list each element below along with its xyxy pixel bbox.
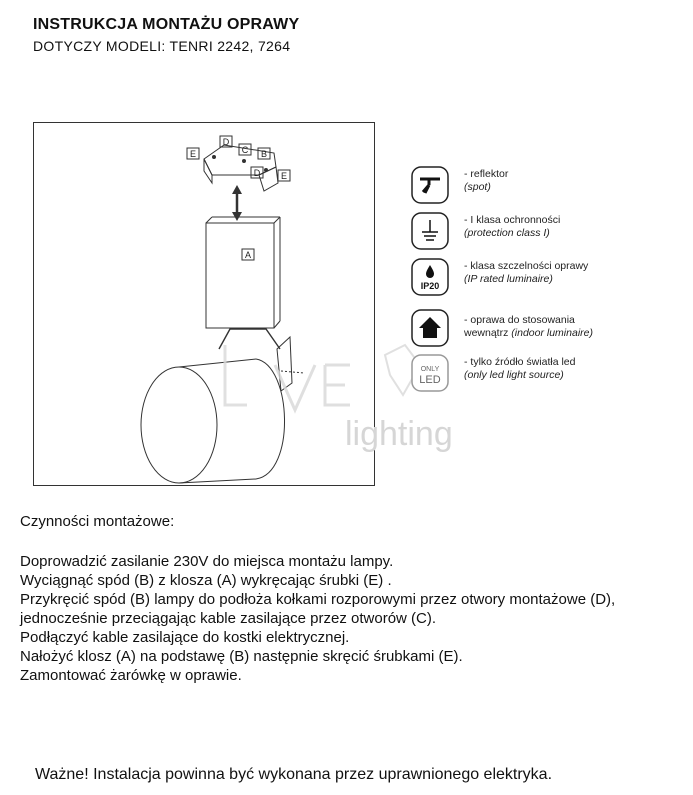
instruction-step: Zamontować żarówkę w oprawie. bbox=[20, 667, 242, 684]
instruction-step: Wyciągnąć spód (B) z klosza (A) wykręcając śrubki (E) . bbox=[20, 572, 392, 589]
instruction-step: jednocześnie przeciągając kable zasilające przez otworów (C). bbox=[20, 610, 437, 627]
assembly-drawing-svg bbox=[34, 123, 376, 487]
legend-pl2-indoor: wewnątrz bbox=[464, 327, 509, 339]
label-c: C bbox=[241, 145, 249, 155]
label-d1: D bbox=[222, 137, 230, 147]
indoor-icon bbox=[411, 309, 449, 347]
label-e1: E bbox=[189, 149, 197, 159]
legend-en-indoor: (indoor luminaire) bbox=[511, 327, 593, 339]
label-d2: D bbox=[253, 168, 261, 178]
legend-item-protection bbox=[411, 212, 681, 256]
legend-pl-led: - tylko źródło światła led bbox=[464, 356, 576, 368]
document-title: INSTRUKCJA MONTAŻU OPRAWY bbox=[33, 16, 300, 33]
instruction-step: Podłączyć kable zasilające do kostki elektrycznej. bbox=[20, 629, 350, 646]
legend-item-indoor bbox=[411, 309, 681, 353]
label-a: A bbox=[244, 250, 252, 260]
label-e2: E bbox=[280, 171, 288, 181]
document-subtitle: DOTYCZY MODELI: TENRI 2242, 7264 bbox=[33, 38, 291, 54]
instruction-step: Doprowadzić zasilanie 230V do miejsca montażu lampy. bbox=[20, 553, 394, 570]
svg-text:LED: LED bbox=[419, 374, 441, 386]
svg-text:IP20: IP20 bbox=[420, 281, 440, 291]
instruction-step: Przykręcić spód (B) lampy do podłoża kołkami rozporowymi przez otwory montażowe (D), bbox=[20, 591, 616, 608]
housing-box bbox=[206, 223, 274, 328]
instructions-heading: Czynności montażowe: bbox=[20, 513, 175, 530]
legend-pl-spot: - reflektor bbox=[464, 168, 509, 180]
legend-pl-indoor: - oprawa do stosowania bbox=[464, 314, 575, 326]
ip20-icon bbox=[411, 258, 449, 296]
legend-en-protection: (protection class I) bbox=[464, 227, 550, 239]
legend-pl-ip: - klasa szczelności oprawy bbox=[464, 260, 589, 272]
watermark-lighting: lighting bbox=[345, 415, 453, 453]
legend-pl-protection: - I klasa ochronności bbox=[464, 214, 561, 226]
warning-text: Ważne! Instalacja powinna być wykonana przez uprawnionego elektryka. bbox=[35, 766, 553, 783]
legend-en-ip: (IP rated luminaire) bbox=[464, 273, 553, 285]
spot-icon bbox=[411, 166, 449, 204]
lamp-front bbox=[141, 367, 217, 483]
only-led-icon bbox=[411, 354, 449, 392]
protection-class-icon bbox=[411, 212, 449, 250]
assembly-drawing bbox=[33, 122, 375, 486]
legend-en-led: (only led light source) bbox=[464, 369, 564, 381]
svg-text:ONLY: ONLY bbox=[420, 366, 440, 373]
label-b: B bbox=[260, 149, 268, 159]
legend-en-spot: (spot) bbox=[464, 181, 491, 193]
legend-item-spot bbox=[411, 166, 681, 210]
instruction-step: Nałożyć klosz (A) na podstawę (B) następnie skręcić śrubkami (E). bbox=[20, 648, 463, 665]
legend-item-ip bbox=[411, 258, 681, 302]
legend-item-led bbox=[411, 354, 681, 398]
